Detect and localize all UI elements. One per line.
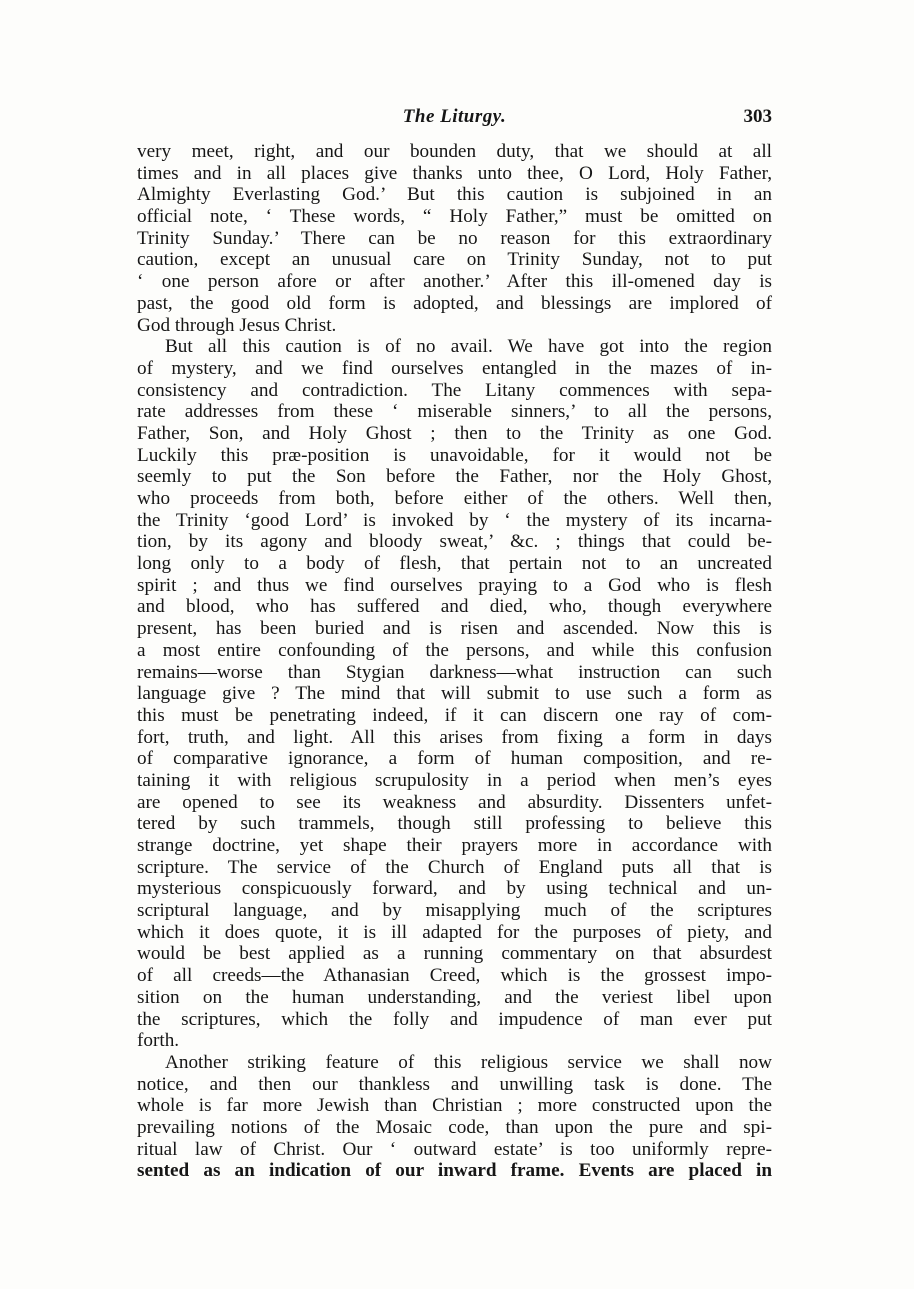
page-header <box>137 106 772 136</box>
text-line: strange doctrine, yet shape their prayers more in accordance with <box>137 835 772 856</box>
text-line: which it does quote, it is ill adapted for the purposes of piety, and <box>137 921 772 943</box>
text-line: rate addresses from these ‘ miserable sinners,’ to all the persons, <box>137 401 772 423</box>
paragraph-end-line: God through Jesus Christ. <box>137 314 337 336</box>
text-line: the scriptures, which the folly and impudence of man ever put <box>137 1008 772 1030</box>
text-line: of comparative ignorance, a form of human composition, and re- <box>137 748 772 770</box>
text-line: very meet, right, and our bounden duty, that we should at all <box>137 141 772 162</box>
text-line: caution, except an unusual care on Trinity Sunday, not to put <box>137 249 772 271</box>
text-line: present, has been buried and is risen and ascended. Now this is <box>137 618 772 640</box>
text-line: who proceeds from both, before either of the others. Well then, <box>137 488 772 509</box>
text-line: scripture. The service of the Church of England puts all that is <box>137 856 772 878</box>
text-line: taining it with religious scrupulosity in a period when men’s eyes <box>137 769 772 791</box>
text-line: tion, by its agony and bloody sweat,’ &c. ; things that could be- <box>137 531 772 553</box>
text-line: whole is far more Jewish than Christian ; more constructed upon the <box>137 1095 772 1117</box>
text-line: official note, ‘ These words, “ Holy Father,” must be omitted on <box>137 206 772 228</box>
paragraph-start-line: But all this caution is of no avail. We have got into the region <box>165 336 772 358</box>
text-line: seemly to put the Son before the Father, nor the Holy Ghost, <box>137 466 772 488</box>
paragraph-end-line: forth. <box>137 1030 180 1052</box>
text-line: mysterious conspicuously forward, and by using technical and un- <box>137 878 772 900</box>
text-line: remains—worse than Stygian darkness—what instruction can such <box>137 661 772 683</box>
text-line: fort, truth, and light. All this arises from fixing a form in days <box>137 726 772 748</box>
text-line: long only to a body of flesh, that pertain not to an uncreated <box>137 553 772 575</box>
text-line: past, the good old form is adopted, and blessings are implored of <box>137 292 772 314</box>
text-line: of mystery, and we find ourselves entangled in the mazes of in- <box>137 357 772 379</box>
text-line: consistency and contradiction. The Litany commences with sepa- <box>137 379 772 401</box>
text-line: are opened to see its weakness and absurdity. Dissenters unfet- <box>137 791 772 813</box>
running-title: The Liturgy. <box>402 106 507 127</box>
text-line: ritual law of Christ. Our ‘ outward estate’ is too uniformly repre- <box>137 1138 772 1160</box>
text-line: spirit ; and thus we find ourselves praying to a God who is flesh <box>137 574 772 596</box>
text-line: ‘ one person afore or after another.’ After this ill-omened day is <box>137 271 772 293</box>
text-line: would be best applied as a running commentary on that absurdest <box>137 943 772 965</box>
text-line: this must be penetrating indeed, if it can discern one ray of com- <box>137 704 772 726</box>
text-line: tered by such trammels, though still professing to believe this <box>137 813 772 835</box>
text-line: scriptural language, and by misapplying much of the scriptures <box>137 900 772 922</box>
page-number: 303 <box>743 106 772 127</box>
text-line: notice, and then our thankless and unwilling task is done. The <box>137 1073 772 1095</box>
text-line: times and in all places give thanks unto thee, O Lord, Holy Father, <box>137 162 772 184</box>
text-line: Trinity Sunday.’ There can be no reason for this extraordinary <box>137 227 772 249</box>
text-line: of all creeds—the Athanasian Creed, which is the grossest impo- <box>137 965 772 987</box>
text-line: Luckily this præ-position is unavoidable, for it would not be <box>137 444 772 466</box>
paragraph-start-line: Another striking feature of this religious service we shall now <box>165 1051 772 1073</box>
text-line: and blood, who has suffered and died, who, though everywhere <box>137 596 772 618</box>
body-text <box>137 141 772 1182</box>
text-line: prevailing notions of the Mosaic code, than upon the pure and spi- <box>137 1116 772 1138</box>
text-line: Almighty Everlasting God.’ But this caution is subjoined in an <box>137 184 772 206</box>
text-line: sition on the human understanding, and the veriest libel upon <box>137 986 772 1008</box>
text-line: Father, Son, and Holy Ghost ; then to the Trinity as one God. <box>137 422 772 444</box>
text-line: language give ? The mind that will submit to use such a form as <box>137 683 772 705</box>
text-line: the Trinity ‘good Lord’ is invoked by ‘ the mystery of its incarna- <box>137 509 772 531</box>
text-line: a most entire confounding of the persons, and while this confusion <box>137 639 772 661</box>
text-line: sented as an indication of our inward frame. Events are placed in <box>137 1160 772 1182</box>
